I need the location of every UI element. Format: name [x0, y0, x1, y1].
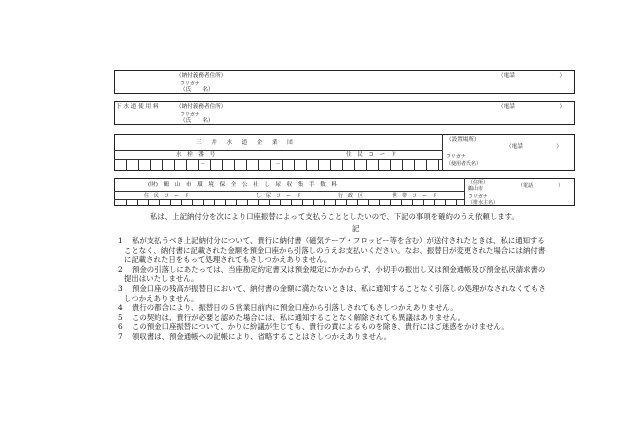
water-cell-divider: [138, 159, 139, 171]
water-cell-divider: [342, 159, 343, 171]
sanitation-kana-label: フリガナ: [468, 194, 488, 200]
water-cell-divider: [282, 159, 283, 171]
meter-dash-1: －: [200, 162, 206, 168]
sanitation-cell-divider: [148, 199, 149, 206]
sanitation-cell-divider: [181, 199, 182, 206]
meter-dash-2: －: [275, 162, 281, 168]
sanitation-cell-divider: [456, 199, 457, 206]
sewage-name-label: （氏 名）: [180, 118, 214, 124]
sanitation-cell-divider: [302, 199, 303, 206]
term-line: しつかえありません。: [124, 293, 199, 303]
water-cell-divider: [414, 159, 415, 171]
sanitation-cell-divider: [269, 199, 270, 206]
term-number: 4: [118, 303, 123, 313]
water-cell-divider: [294, 159, 295, 171]
sanitation-cell-divider: [313, 199, 314, 206]
sanitation-cell-divider: [401, 199, 402, 206]
toilet-code-label: し 尿 コ ー ド: [256, 193, 302, 199]
term-line: この契約は、貴行が必要と認めた場合には、私に通知することなく解除されても異議はありません。: [132, 312, 466, 322]
sanitation-cell-divider: [258, 199, 259, 206]
sanitation-cell-divider: [247, 199, 248, 206]
term-line: 貴行の都合により、振替日の５営業日前内に預金口座から引落しされてもさしつかえありません。: [132, 303, 458, 313]
water-cell-divider: [258, 159, 259, 171]
sanitation-cell-divider: [203, 199, 204, 206]
sanitation-cell-divider: [280, 199, 281, 206]
water-cell-divider: [162, 159, 163, 171]
sanitation-address-label: （住所）: [468, 180, 489, 186]
water-cell-divider: [210, 159, 211, 171]
sanitation-row-divider: [114, 191, 464, 192]
location-label: （設置場所）: [446, 137, 480, 143]
sanitation-cell-divider: [445, 199, 446, 206]
water-authority-title: 三 井 水 道 企 業 団: [196, 140, 295, 146]
sewage-phone-label: （電話 ）: [498, 104, 566, 110]
sanitation-cell-divider: [214, 199, 215, 206]
term-line: 領収書は、預金通帳への記帳により、省略することはさしつかえありません。: [132, 332, 392, 341]
term-line: ことなく、納付書に記載された金額を預金口座から引落しのうえお支払いください。なお、振替日が変更された場合には納付書: [124, 245, 546, 255]
sewage-payer-address-label: （納付義務者住所）: [176, 104, 227, 110]
user-name-label: （使用者氏名）: [446, 161, 482, 167]
location-phone-label: （電話 ）: [506, 144, 562, 150]
ki-heading: 記: [352, 224, 360, 233]
payer-address-label: （納付義務者住所）: [176, 73, 227, 79]
sanitation-fee-title: (財) 鶴 山 市 環 境 保 全 公 社 し 尿 収 集 手 数 料: [148, 182, 337, 188]
water-cell-divider: [318, 159, 319, 171]
sanitation-cell-divider: [368, 199, 369, 206]
term-line: 私が支払うべき上記納付分について、貴行に納付書（磁気テープ・フロッピー等を含む）が送付されたときは、私に通知する: [132, 236, 545, 245]
water-cell-divider: [402, 159, 403, 171]
sanitation-city: 鶴山市: [468, 186, 484, 192]
payer-name-label: （氏 名）: [180, 87, 214, 93]
sanitation-cell-divider: [434, 199, 435, 206]
term-number: 3: [118, 284, 123, 293]
water-cell-divider: [270, 159, 271, 171]
location-divider: [442, 134, 443, 171]
district-label: 行 政 区: [338, 193, 364, 199]
sewage-fee-title: 下 水 道 使 用 料: [116, 104, 159, 110]
sanitation-cell-divider: [170, 199, 171, 206]
water-row-divider: [114, 150, 442, 151]
water-cell-divider: [222, 159, 223, 171]
water-cell-divider: [234, 159, 235, 171]
water-cell-divider: [186, 159, 187, 171]
sanitation-cell-divider: [412, 199, 413, 206]
water-cell-divider: [426, 159, 427, 171]
sanitation-address-divider: [464, 178, 465, 206]
payer-kana-label: フリガナ: [180, 81, 200, 87]
sanitation-cell-divider: [126, 199, 127, 206]
term-number: 2: [118, 264, 123, 274]
meter-number-label: 水 栓 番 号: [176, 152, 216, 158]
sanitation-cell-divider: [335, 199, 336, 206]
sanitation-cell-divider: [324, 199, 325, 206]
sanitation-payer-label: （排水主名）: [468, 200, 499, 206]
water-cell-divider: [126, 159, 127, 171]
water-cell-divider: [246, 159, 247, 171]
sanitation-cell-divider: [236, 199, 237, 206]
sanitation-cell-divider: [357, 199, 358, 206]
sanitation-cell-divider: [379, 199, 380, 206]
water-cell-divider: [366, 159, 367, 171]
term-line: 提出はいたしません。: [124, 274, 199, 284]
resident-code-label: 住 民 コ ー ド: [346, 152, 397, 158]
term-number: 5: [118, 312, 123, 322]
water-cell-divider: [378, 159, 379, 171]
sanitation-resident-code: 住 民 コ ー ド: [144, 193, 190, 199]
sanitation-cell-divider: [137, 199, 138, 206]
term-line: に記載された日をもって処理されてもさしつかえありません。: [124, 255, 332, 265]
sanitation-cell-divider: [291, 199, 292, 206]
term-line: 預金口座の残高が振替日において、納付書の金額に満たないときは、私に通知することなく引落しの処理がなされなくてもさ: [132, 284, 546, 293]
intro-text: 私は、上記納付分を次により口座振替によって支払うこととしたいので、下記の事項を確約のうえ依頼します。: [150, 212, 519, 221]
sanitation-phone-label: （電話 ）: [518, 183, 564, 189]
water-cell-divider: [174, 159, 175, 171]
water-cell-divider: [390, 159, 391, 171]
household-code-label: 世 帯 コ ー ド: [392, 193, 438, 199]
water-cell-divider: [438, 159, 439, 171]
term-number: 1: [118, 236, 123, 245]
term-line: 預金の引落しにあたっては、当座勘定約定書又は預金規定にかかわらず、小切手の振出し又は預金通帳及び預金払戻請求書の: [132, 264, 546, 274]
water-cell-divider: [150, 159, 151, 171]
water-cell-divider: [198, 159, 199, 171]
sanitation-cell-divider: [225, 199, 226, 206]
sanitation-cell-divider: [423, 199, 424, 206]
water-cell-divider: [354, 159, 355, 171]
sanitation-cell-divider: [159, 199, 160, 206]
payer-phone-label: （電話 ）: [498, 73, 566, 79]
term-line: この預金口座振替について、かりに紛議が生じても、貴行の責によるものを除き、貴行にはご迷惑をかけません。: [132, 322, 509, 332]
water-cell-divider: [330, 159, 331, 171]
term-number: 7: [118, 332, 123, 341]
term-number: 6: [118, 322, 123, 332]
water-cells-top: [114, 159, 442, 160]
water-cell-divider: [306, 159, 307, 171]
user-kana-label: フリガナ: [446, 154, 466, 160]
sanitation-cell-divider: [390, 199, 391, 206]
sanitation-cell-divider: [346, 199, 347, 206]
sewage-kana-label: フリガナ: [180, 112, 200, 118]
sanitation-cell-divider: [192, 199, 193, 206]
